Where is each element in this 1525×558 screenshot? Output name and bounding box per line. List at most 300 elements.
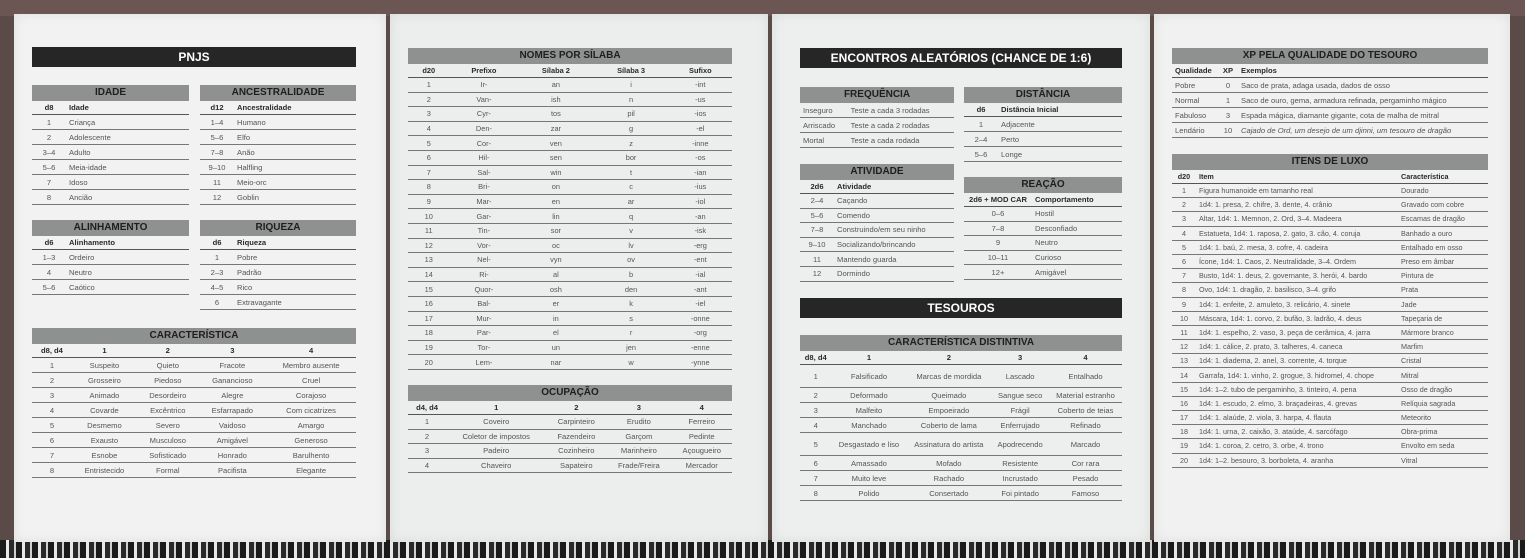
table-row	[408, 355, 732, 370]
table-cell: -iel	[669, 296, 732, 311]
table-cell: -ios	[669, 107, 732, 122]
table-cell: Assinatura do artista	[906, 433, 991, 456]
table-row	[1172, 453, 1488, 467]
column-header: 4	[1049, 351, 1122, 365]
table-row	[408, 253, 732, 268]
table-cell: Desmemo	[72, 418, 137, 433]
table-cell: 4	[32, 265, 66, 280]
table-cell: 2	[1172, 198, 1196, 212]
table-cell: Envolto em seda	[1398, 439, 1488, 453]
ancestralidade-title: ANCESTRALIDADE	[200, 85, 356, 101]
table-cell: Elfo	[234, 130, 356, 145]
panel-encontros	[772, 14, 1150, 542]
ancestralidade-table	[200, 101, 356, 205]
table-cell: Mercador	[671, 458, 732, 473]
table-row	[408, 311, 732, 326]
table-cell: 1	[408, 78, 450, 93]
reacao-title: REAÇÃO	[964, 177, 1122, 193]
table-cell: 1d4: 1. presa, 2. chifre, 3. dente, 4. crânio	[1196, 198, 1398, 212]
table-cell: Marcas de mordida	[906, 365, 991, 388]
table-cell: 6	[1172, 254, 1196, 268]
table-cell: Resistente	[991, 456, 1049, 471]
table-cell: Severo	[137, 418, 199, 433]
table-cell: Ordeiro	[66, 250, 189, 265]
table-cell: Empoeirado	[906, 403, 991, 418]
table-cell: q	[593, 209, 668, 224]
table-row	[408, 326, 732, 341]
table-row	[200, 295, 356, 310]
table-row	[32, 280, 189, 295]
table-row	[800, 403, 1122, 418]
table-cell: Queimado	[906, 388, 991, 403]
table-cell: 14	[408, 267, 450, 282]
table-cell: Corajoso	[266, 388, 356, 403]
table-cell: 2	[32, 130, 66, 145]
table-cell: sen	[518, 150, 593, 165]
table-cell: Cor rara	[1049, 456, 1122, 471]
table-cell: 1d4: 1–2. besouro, 3. borboleta, 4. aranha	[1196, 453, 1398, 467]
table-cell: 11	[408, 223, 450, 238]
table-cell: Anão	[234, 145, 356, 160]
table-cell: 3	[32, 388, 72, 403]
table-cell: Banhado a ouro	[1398, 226, 1488, 240]
table-cell: Curioso	[1032, 250, 1122, 265]
table-cell: 10	[1218, 123, 1238, 138]
table-cell: Idoso	[66, 175, 189, 190]
table-cell: v	[593, 223, 668, 238]
table-cell: Cozinheiro	[546, 444, 606, 459]
table-cell: Gravado com cobre	[1398, 198, 1488, 212]
luxo-header-feature: Característica	[1398, 170, 1488, 184]
table-cell: win	[518, 165, 593, 180]
table-cell: c	[593, 180, 668, 195]
table-cell: Coberto de teias	[1049, 403, 1122, 418]
table-cell: Mortal	[800, 133, 848, 148]
table-cell: Adulto	[66, 145, 189, 160]
table-row	[800, 471, 1122, 486]
luxo-title: ITENS DE LUXO	[1172, 154, 1488, 170]
table-cell: Ganancioso	[199, 373, 267, 388]
table-row	[32, 160, 189, 175]
table-cell: Caótico	[66, 280, 189, 295]
pnjs-title: PNJS	[32, 47, 356, 67]
table-row	[800, 433, 1122, 456]
table-cell: 14	[1172, 368, 1196, 382]
table-cell: Máscara, 1d4: 1. corvo, 2. bufão, 3. ladrão, 4. deus	[1196, 311, 1398, 325]
table-cell: -os	[669, 150, 732, 165]
table-cell: 1	[1172, 184, 1196, 198]
table-cell: Garçom	[606, 429, 671, 444]
distancia-title: DISTÂNCIA	[964, 87, 1122, 103]
table-cell: Dormindo	[834, 266, 954, 281]
table-cell: 4	[1172, 226, 1196, 240]
table-cell: Humano	[234, 115, 356, 130]
table-cell: -iol	[669, 194, 732, 209]
table-cell: 8	[408, 180, 450, 195]
table-cell: Garrafa, 1d4: 1. vinho, 2. grogue, 3. hidromel, 4. chope	[1196, 368, 1398, 382]
table-cell: 12	[1172, 340, 1196, 354]
riqueza-section	[200, 220, 356, 310]
ancestralidade-rows	[200, 115, 356, 205]
column-header: 1	[832, 351, 907, 365]
table-cell: Musculoso	[137, 433, 199, 448]
table-cell: Estatueta, 1d4: 1. raposa, 2. gato, 3. cão, 4. coruja	[1196, 226, 1398, 240]
table-cell: lv	[593, 238, 668, 253]
table-cell: 4	[800, 418, 832, 433]
table-cell: Entristecido	[72, 463, 137, 478]
atividade-header-die: 2d6	[800, 180, 834, 194]
table-cell: -an	[669, 209, 732, 224]
table-cell: Ancião	[66, 190, 189, 205]
table-cell: 9	[408, 194, 450, 209]
table-cell: Generoso	[266, 433, 356, 448]
table-cell: Elegante	[266, 463, 356, 478]
column-header: d8, d4	[800, 351, 832, 365]
table-row	[408, 282, 732, 297]
table-cell: lin	[518, 209, 593, 224]
table-cell: Quieto	[137, 358, 199, 373]
table-cell: -org	[669, 326, 732, 341]
caracteristica-section	[32, 328, 356, 478]
table-cell: 1–3	[32, 250, 66, 265]
table-row	[1172, 325, 1488, 339]
table-cell: Foi pintado	[991, 486, 1049, 501]
table-row	[1172, 382, 1488, 396]
table-cell: i	[593, 78, 668, 93]
table-cell: Fazendeiro	[546, 429, 606, 444]
table-cell: 16	[1172, 396, 1196, 410]
table-row	[200, 160, 356, 175]
alinhamento-header-label: Alinhamento	[66, 236, 189, 250]
table-cell: Lem-	[450, 355, 519, 370]
table-cell: -int	[669, 78, 732, 93]
table-cell: Material estranho	[1049, 388, 1122, 403]
table-cell: 6	[408, 150, 450, 165]
table-cell: Rachado	[906, 471, 991, 486]
ocupacao-table	[408, 401, 732, 473]
table-cell: Van-	[450, 92, 519, 107]
table-cell: Pobre	[234, 250, 356, 265]
table-cell: Apodrecendo	[991, 433, 1049, 456]
table-cell: 5	[408, 136, 450, 151]
table-cell: 12	[200, 190, 234, 205]
table-cell: Normal	[1172, 93, 1218, 108]
table-cell: -ian	[669, 165, 732, 180]
table-row	[32, 190, 189, 205]
caracteristica-title: CARACTERÍSTICA	[32, 328, 356, 344]
table-row	[800, 194, 954, 209]
table-cell: 1d4: 1. enfeite, 2. amuleto, 3. relicário, 4. sinete	[1196, 297, 1398, 311]
table-cell: Escamas de dragão	[1398, 212, 1488, 226]
distintiva-table	[800, 351, 1122, 501]
table-cell: 1–4	[200, 115, 234, 130]
table-cell: 18	[1172, 425, 1196, 439]
table-row	[964, 265, 1122, 280]
column-header: Prefixo	[450, 64, 519, 78]
table-cell: -onne	[669, 311, 732, 326]
table-cell: 7	[1172, 269, 1196, 283]
table-cell: Sapateiro	[546, 458, 606, 473]
alinhamento-section	[32, 220, 189, 295]
table-cell: Muito leve	[832, 471, 907, 486]
table-row	[800, 365, 1122, 388]
table-cell: g	[593, 121, 668, 136]
caracteristica-table	[32, 344, 356, 478]
table-cell: Rico	[234, 280, 356, 295]
table-row	[1172, 368, 1488, 382]
table-row	[1172, 354, 1488, 368]
table-row	[964, 250, 1122, 265]
table-row	[800, 223, 954, 238]
table-cell: 13	[408, 253, 450, 268]
table-row	[408, 340, 732, 355]
table-cell: 5	[1172, 240, 1196, 254]
table-cell: Grosseiro	[72, 373, 137, 388]
table-row	[1172, 283, 1488, 297]
table-row	[32, 373, 356, 388]
table-cell: -ius	[669, 180, 732, 195]
table-cell: Extravagante	[234, 295, 356, 310]
table-cell: 9–10	[800, 237, 834, 252]
table-row	[408, 78, 732, 93]
table-cell: 18	[408, 326, 450, 341]
table-row	[32, 145, 189, 160]
table-cell: Dourado	[1398, 184, 1488, 198]
table-cell: 17	[408, 311, 450, 326]
table-row	[1172, 212, 1488, 226]
table-row	[32, 115, 189, 130]
table-row	[1172, 439, 1488, 453]
riqueza-table	[200, 236, 356, 310]
reacao-header-die: 2d6 + MOD CAR	[964, 193, 1032, 207]
table-cell: Amigável	[1032, 265, 1122, 280]
table-row	[32, 388, 356, 403]
column-header: Sílaba 3	[593, 64, 668, 78]
table-cell: tos	[518, 107, 593, 122]
table-row	[800, 118, 954, 133]
table-cell: Cajado de Ord, um desejo de um djinni, um tesouro de dragão	[1238, 123, 1488, 138]
table-cell: Excêntrico	[137, 403, 199, 418]
table-cell: 7	[408, 165, 450, 180]
table-cell: 19	[1172, 439, 1196, 453]
table-row	[964, 132, 1122, 147]
table-cell: Desconfiado	[1032, 221, 1122, 236]
table-row	[800, 237, 954, 252]
xp-section	[1172, 48, 1488, 138]
table-cell: Mofado	[906, 456, 991, 471]
table-row	[1172, 269, 1488, 283]
table-cell: r	[593, 326, 668, 341]
table-cell: Desordeiro	[137, 388, 199, 403]
table-cell: Longe	[998, 147, 1122, 162]
table-cell: 6	[800, 456, 832, 471]
table-cell: Deformado	[832, 388, 907, 403]
table-cell: 5–6	[200, 130, 234, 145]
table-cell: 2–3	[200, 265, 234, 280]
table-cell: Quor-	[450, 282, 519, 297]
table-cell: Osso de dragão	[1398, 382, 1488, 396]
table-cell: Esfarrapado	[199, 403, 267, 418]
nomes-section	[408, 48, 732, 370]
table-cell: Fracote	[199, 358, 267, 373]
column-header: d4, d4	[408, 401, 446, 415]
distancia-header-die: d6	[964, 103, 998, 117]
table-row	[1172, 198, 1488, 212]
table-cell: 4	[408, 458, 446, 473]
distancia-table	[964, 103, 1122, 162]
table-cell: Amigável	[199, 433, 267, 448]
ocupacao-title: OCUPAÇÃO	[408, 385, 732, 401]
table-cell: Vor-	[450, 238, 519, 253]
table-cell: Mar-	[450, 194, 519, 209]
caracteristica-rows	[32, 358, 356, 478]
table-cell: den	[593, 282, 668, 297]
table-cell: Esnobe	[72, 448, 137, 463]
panel-xp	[1154, 14, 1510, 542]
atividade-title: ATIVIDADE	[800, 164, 954, 180]
table-cell: 9	[1172, 297, 1196, 311]
atividade-rows	[800, 194, 954, 282]
table-cell: w	[593, 355, 668, 370]
table-row	[408, 107, 732, 122]
luxo-header-die: d20	[1172, 170, 1196, 184]
reacao-rows	[964, 207, 1122, 280]
table-cell: 9–10	[200, 160, 234, 175]
table-cell: 1d4: 1. diadema, 2. anel, 3. corrente, 4. torque	[1196, 354, 1398, 368]
table-cell: 1	[964, 117, 998, 132]
table-cell: Ir-	[450, 78, 519, 93]
table-cell: 4–5	[200, 280, 234, 295]
table-cell: Frágil	[991, 403, 1049, 418]
table-cell: t	[593, 165, 668, 180]
distancia-section	[964, 87, 1122, 162]
atividade-header-label: Atividade	[834, 180, 954, 194]
table-cell: Den-	[450, 121, 519, 136]
table-cell: Fabuloso	[1172, 108, 1218, 123]
table-cell: Preso em âmbar	[1398, 254, 1488, 268]
table-row	[408, 209, 732, 224]
table-row	[408, 267, 732, 282]
table-cell: Meteorito	[1398, 411, 1488, 425]
table-cell: 12	[408, 238, 450, 253]
table-row	[800, 456, 1122, 471]
table-cell: Coletor de impostos	[446, 429, 546, 444]
table-cell: Alegre	[199, 388, 267, 403]
table-cell: Goblin	[234, 190, 356, 205]
distancia-header-label: Distância Inicial	[998, 103, 1122, 117]
table-row	[964, 221, 1122, 236]
table-cell: Neutro	[1032, 236, 1122, 251]
table-row	[32, 433, 356, 448]
ancestralidade-section	[200, 85, 356, 205]
table-cell: Mármore branco	[1398, 325, 1488, 339]
table-cell: 5	[32, 418, 72, 433]
table-cell: Construindo/em seu ninho	[834, 223, 954, 238]
table-cell: 3–4	[32, 145, 66, 160]
alinhamento-title: ALINHAMENTO	[32, 220, 189, 236]
table-cell: Obra-prima	[1398, 425, 1488, 439]
riqueza-rows	[200, 250, 356, 310]
table-cell: Ovo, 1d4: 1. dragão, 2. basilisco, 3–4. grifo	[1196, 283, 1398, 297]
table-cell: Marfim	[1398, 340, 1488, 354]
table-cell: Comendo	[834, 208, 954, 223]
table-cell: 20	[1172, 453, 1196, 467]
column-header: Sufixo	[669, 64, 732, 78]
xp-header-quality: Qualidade	[1172, 64, 1218, 78]
table-cell: 1d4: 1–2. tubo de pergaminho, 3. tinteiro, 4. pena	[1196, 382, 1398, 396]
table-row	[408, 92, 732, 107]
table-cell: Mur-	[450, 311, 519, 326]
distancia-rows	[964, 117, 1122, 162]
table-cell: k	[593, 296, 668, 311]
column-header: 1	[72, 344, 137, 358]
table-cell: Pesado	[1049, 471, 1122, 486]
table-cell: 8	[1172, 283, 1196, 297]
table-cell: Ferreiro	[671, 415, 732, 430]
table-cell: 1	[1218, 93, 1238, 108]
table-cell: Amassado	[832, 456, 907, 471]
table-cell: 4	[32, 403, 72, 418]
table-cell: Entalhado em osso	[1398, 240, 1488, 254]
table-cell: jen	[593, 340, 668, 355]
table-cell: Consertado	[906, 486, 991, 501]
table-cell: 1	[800, 365, 832, 388]
column-header: 2	[546, 401, 606, 415]
table-cell: -el	[669, 121, 732, 136]
idade-header-label: Idade	[66, 101, 189, 115]
table-cell: 3	[408, 107, 450, 122]
reacao-section	[964, 177, 1122, 280]
table-cell: Coveiro	[446, 415, 546, 430]
table-cell: 8	[800, 486, 832, 501]
table-row	[32, 358, 356, 373]
table-cell: zar	[518, 121, 593, 136]
table-cell: Bal-	[450, 296, 519, 311]
table-cell: 7	[32, 448, 72, 463]
table-cell: 11	[1172, 325, 1196, 339]
table-row	[32, 250, 189, 265]
table-cell: Ri-	[450, 267, 519, 282]
table-cell: Pacifista	[199, 463, 267, 478]
table-cell: Sangue seco	[991, 388, 1049, 403]
table-cell: ish	[518, 92, 593, 107]
table-cell: 1d4: 1. cálice, 2. prato, 3. talheres, 4. caneca	[1196, 340, 1398, 354]
atividade-table	[800, 180, 954, 282]
table-cell: pil	[593, 107, 668, 122]
table-cell: 5–6	[32, 280, 66, 295]
table-row	[800, 388, 1122, 403]
table-cell: 1	[32, 358, 72, 373]
table-cell: Teste a cada 3 rodadas	[848, 103, 954, 118]
table-cell: Cyr-	[450, 107, 519, 122]
table-row	[1172, 340, 1488, 354]
table-cell: Animado	[72, 388, 137, 403]
table-cell: Tin-	[450, 223, 519, 238]
table-cell: 2–4	[800, 194, 834, 209]
table-cell: nar	[518, 355, 593, 370]
table-row	[32, 265, 189, 280]
table-cell: s	[593, 311, 668, 326]
table-cell: Enferrujado	[991, 418, 1049, 433]
table-row	[964, 117, 1122, 132]
table-cell: Erudito	[606, 415, 671, 430]
table-cell: 2–4	[964, 132, 998, 147]
table-cell: 3	[408, 444, 446, 459]
table-cell: Cor-	[450, 136, 519, 151]
column-header: d8, d4	[32, 344, 72, 358]
table-cell: en	[518, 194, 593, 209]
table-cell: 2	[32, 373, 72, 388]
